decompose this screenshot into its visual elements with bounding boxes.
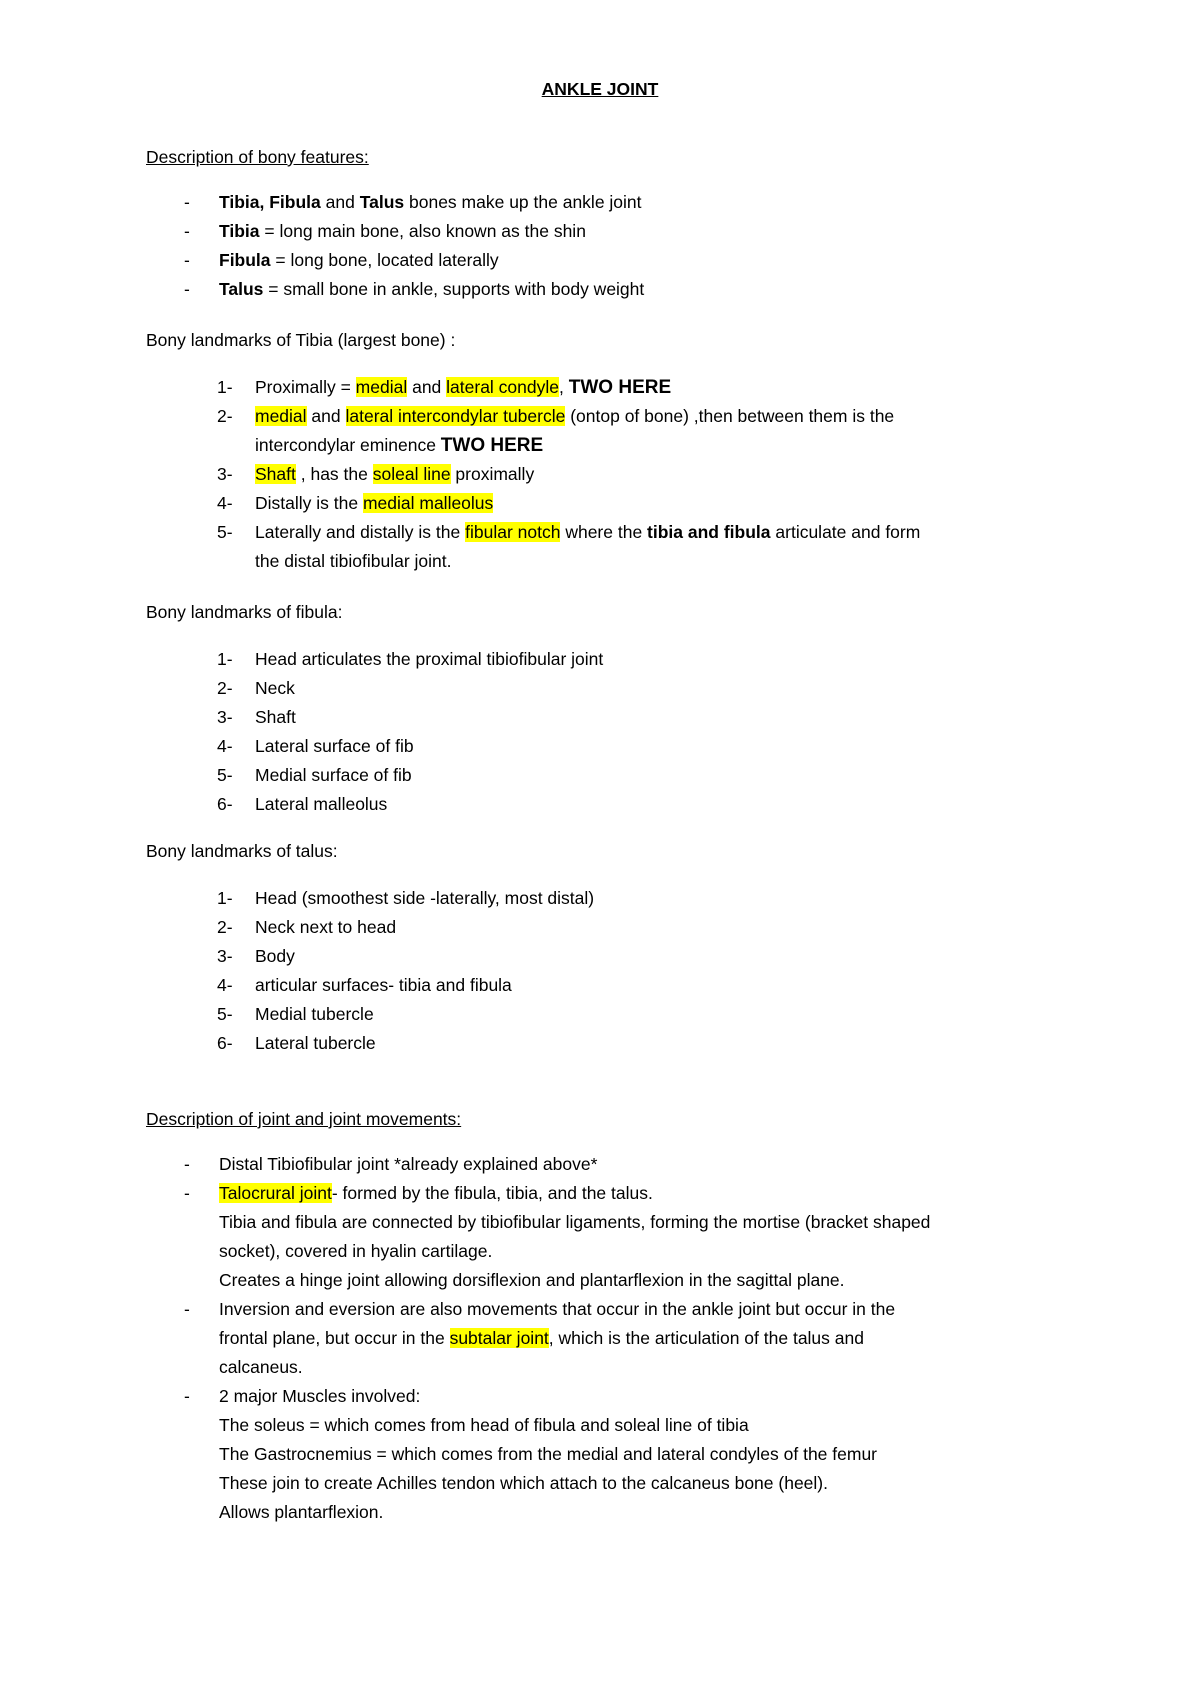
dash-marker: - (184, 192, 190, 212)
talus-landmarks-list (146, 884, 1086, 1058)
dash-marker: - (184, 279, 190, 299)
list-item: - Talus = small bone in ankle, supports with body weight (146, 275, 1086, 304)
heading-fibula-landmarks: Bony landmarks of fibula: (146, 602, 343, 622)
heading-bony-features: Description of bony features: (146, 147, 369, 167)
heading-talus-landmarks: Bony landmarks of talus: (146, 841, 338, 861)
list-item: 4- Lateral surface of fib (217, 736, 414, 756)
list-item: 3- Shaft (217, 707, 296, 727)
list-item: - 2 major Muscles involved: The soleus = which comes from head of fibula and soleal line of tibia The Gastrocnemius = which comes from the medial and lateral condyles of the femur These join to create Achilles tendon which attach to the calcaneus bone (heel). Allows plantarflexion. (146, 1382, 1086, 1527)
fibula-landmarks-list (146, 645, 1086, 819)
list-item: 1- Head articulates the proximal tibiofibular joint (217, 649, 604, 669)
list-item: 6- Lateral tubercle (217, 1033, 376, 1053)
list-item: 2- Neck next to head (217, 917, 397, 937)
list-item: 5- Laterally and distally is the fibular notch where the tibia and fibula articulate and form the distal tibiofibular joint. (217, 522, 921, 571)
heading-tibia-landmarks: Bony landmarks of Tibia (largest bone) : (146, 330, 456, 350)
dash-marker: - (184, 1299, 190, 1319)
list-item: 5- Medial surface of fib (217, 765, 412, 785)
list-item: 6- Lateral malleolus (217, 794, 388, 814)
tibia-landmarks-list (146, 373, 1086, 576)
list-item: 5- Medial tubercle (217, 1004, 374, 1024)
list-item: 3- Shaft , has the soleal line proximally (217, 464, 535, 484)
dash-marker: - (184, 1154, 190, 1174)
list-item: - Talocrural joint- formed by the fibula, tibia, and the talus. Tibia and fibula are connected by tibiofibular ligaments, forming the mortise (bracket shaped socket), covered in hyalin cartilage. Creates a hinge joint allowing dorsiflexion and plantarflexion in the sagittal plane. (146, 1179, 1086, 1295)
document-title: ANKLE JOINT (541, 79, 659, 99)
bony-features-list (146, 188, 1086, 304)
heading-joint-movements: Description of joint and joint movements: (146, 1109, 462, 1129)
dash-marker: - (184, 1183, 190, 1203)
list-item: 2- medial and lateral intercondylar tubercle (ontop of bone) ,then between them is the intercondylar eminence TWO HERE (217, 406, 895, 456)
list-item: - Inversion and eversion are also movements that occur in the ankle joint but occur in the frontal plane, but occur in the subtalar joint, which is the articulation of the talus and calcaneus. (146, 1295, 1086, 1382)
list-item: 4- Distally is the medial malleolus (217, 493, 494, 513)
list-item: 1- Proximally = medial and lateral condyle, TWO HERE (217, 377, 672, 398)
dash-marker: - (184, 221, 190, 241)
list-item: - Fibula = long bone, located laterally (146, 246, 1086, 275)
list-item: 2- Neck (217, 678, 295, 698)
dash-marker: - (184, 250, 190, 270)
list-item: 1- Head (smoothest side -laterally, most distal) (217, 888, 595, 908)
list-item: - Tibia = long main bone, also known as the shin (146, 217, 1086, 246)
list-item: - Tibia, Fibula and Talus bones make up the ankle joint (146, 188, 1086, 217)
list-item: 3- Body (217, 946, 295, 966)
dash-marker: - (184, 1386, 190, 1406)
joint-movements-list (146, 1150, 1086, 1527)
list-item: - Distal Tibiofibular joint *already explained above* (146, 1150, 1086, 1179)
list-item: 4- articular surfaces- tibia and fibula (217, 975, 512, 995)
